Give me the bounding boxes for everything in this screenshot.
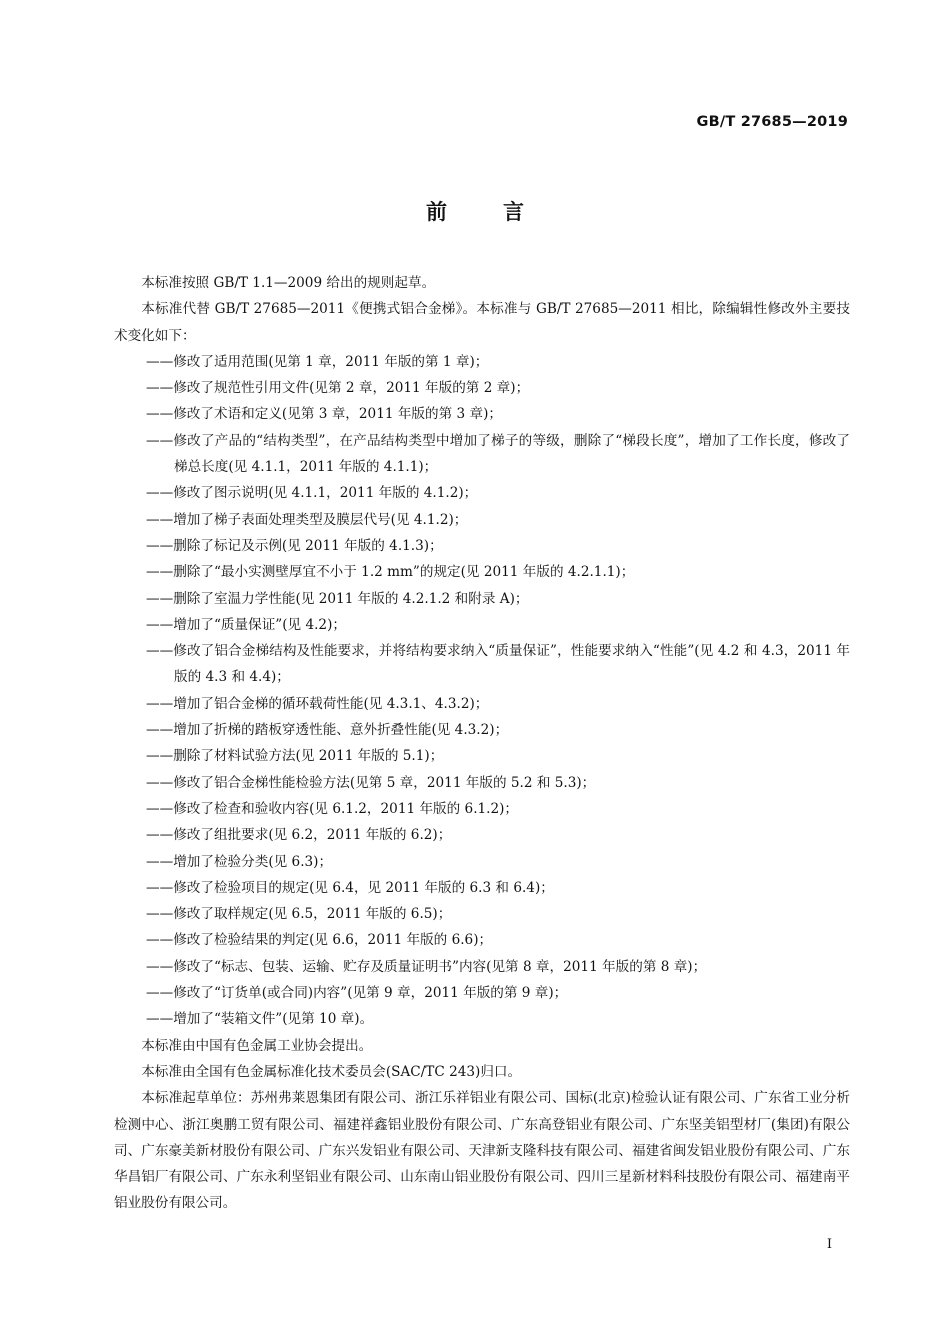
change-item: ——修改了检查和验收内容(见 6.1.2，2011 年版的 6.1.2)； <box>146 800 519 817</box>
page-title: 前言 <box>426 200 580 224</box>
change-item: ——增加了铝合金梯的循环载荷性能(见 4.3.1、4.3.2)； <box>146 695 489 712</box>
change-item: ——修改了铝合金梯性能检验方法(见第 5 章，2011 年版的 5.2 和 5.3)； <box>146 774 596 791</box>
page-number: I <box>826 1237 832 1252</box>
intro-paragraph: 本标准代替 GB/T 27685—2011《便携式铝合金梯》。本标准与 GB/T 27685—2011 相比，除编辑性修改外主要技术变化如下： <box>114 301 850 344</box>
changes-list <box>114 349 850 1033</box>
change-item: ——修改了检验结果的判定(见 6.6，2011 年版的 6.6)； <box>146 932 493 949</box>
change-item: ——修改了规范性引用文件(见第 2 章，2011 年版的第 2 章)； <box>146 380 530 397</box>
intro-paragraph: 本标准按照 GB/T 1.1—2009 给出的规则起草。 <box>141 275 436 291</box>
change-item: ——删除了标记及示例(见 2011 年版的 4.1.3)； <box>146 537 443 554</box>
change-item: ——修改了“标志、包装、运输、贮存及质量证明书”内容(见第 8 章，2011 年版的第 8 章)； <box>146 958 707 975</box>
change-item: ——修改了铝合金梯结构及性能要求，并将结构要求纳入“质量保证”，性能要求纳入“性能”(见 4.2 和 4.3，2011 年版的 4.3 和 4.4)； <box>146 643 850 686</box>
change-item: ——修改了取样规定(见 6.5，2011 年版的 6.5)； <box>146 906 452 923</box>
change-item: ——修改了组批要求(见 6.2，2011 年版的 6.2)； <box>146 827 452 844</box>
change-item: ——增加了检验分类(见 6.3)； <box>146 853 333 870</box>
change-item: ——修改了图示说明(见 4.1.1，2011 年版的 4.1.2)； <box>146 485 478 502</box>
change-item: ——增加了梯子表面处理类型及膜层代号(见 4.1.2)； <box>146 511 468 528</box>
change-item: ——删除了“最小实测壁厚宜不小于 1.2 mm”的规定(见 2011 年版的 4.2.1.1)； <box>146 564 635 581</box>
change-item: ——增加了“装箱文件”(见第 10 章)。 <box>146 1011 374 1028</box>
change-item: ——增加了“质量保证”(见 4.2)； <box>146 616 346 633</box>
outro-paragraph: 本标准由全国有色金属标准化技术委员会(SAC/TC 243)归口。 <box>141 1063 522 1080</box>
change-item: ——修改了“订货单(或合同)内容”(见第 9 章，2011 年版的第 9 章)； <box>146 985 568 1002</box>
change-item: ——增加了折梯的踏板穿透性能、意外折叠性能(见 4.3.2)； <box>146 722 509 739</box>
outro-paragraph: 本标准由中国有色金属工业协会提出。 <box>141 1037 373 1054</box>
change-item: ——删除了室温力学性能(见 2011 年版的 4.2.1.2 和附录 A)； <box>146 590 529 607</box>
change-item: ——修改了产品的“结构类型”，在产品结构类型中增加了梯子的等级，删除了“梯段长度”，增加了工作长度，修改了梯总长度(见 4.1.1，2011 年版的 4.1.1)； <box>146 432 850 476</box>
change-item: ——修改了适用范围(见第 1 章，2011 年版的第 1 章)； <box>146 353 489 370</box>
document-body <box>114 270 850 1217</box>
change-item: ——修改了检验项目的规定(见 6.4，见 2011 年版的 6.3 和 6.4)； <box>146 879 554 896</box>
change-item: ——修改了术语和定义(见第 3 章，2011 年版的第 3 章)； <box>146 406 502 423</box>
document-code: GB/T 27685—2019 <box>696 114 848 130</box>
drafting-units-paragraph: 本标准起草单位：苏州弗莱恩集团有限公司、浙江乐祥铝业有限公司、国标(北京)检验认证有限公司、广东省工业分析检测中心、浙江奥鹏工贸有限公司、福建祥鑫铝业股份有限公司、广东高登铝业有限公司、广东坚美铝型材厂(集团)有限公司、广东豪美新材股份有限公司、广东兴发铝业有限公司、天津新支隆科技有限公司、福建省闽发铝业股份有限公司、广东华昌铝厂有限公司、广东永利坚铝业有限公司、山东南山铝业股份有限公司、四川三星新材料科技股份有限公司、福建南平铝业股份有限公司。 <box>114 1090 850 1212</box>
change-item: ——删除了材料试验方法(见 2011 年版的 5.1)； <box>146 748 444 765</box>
